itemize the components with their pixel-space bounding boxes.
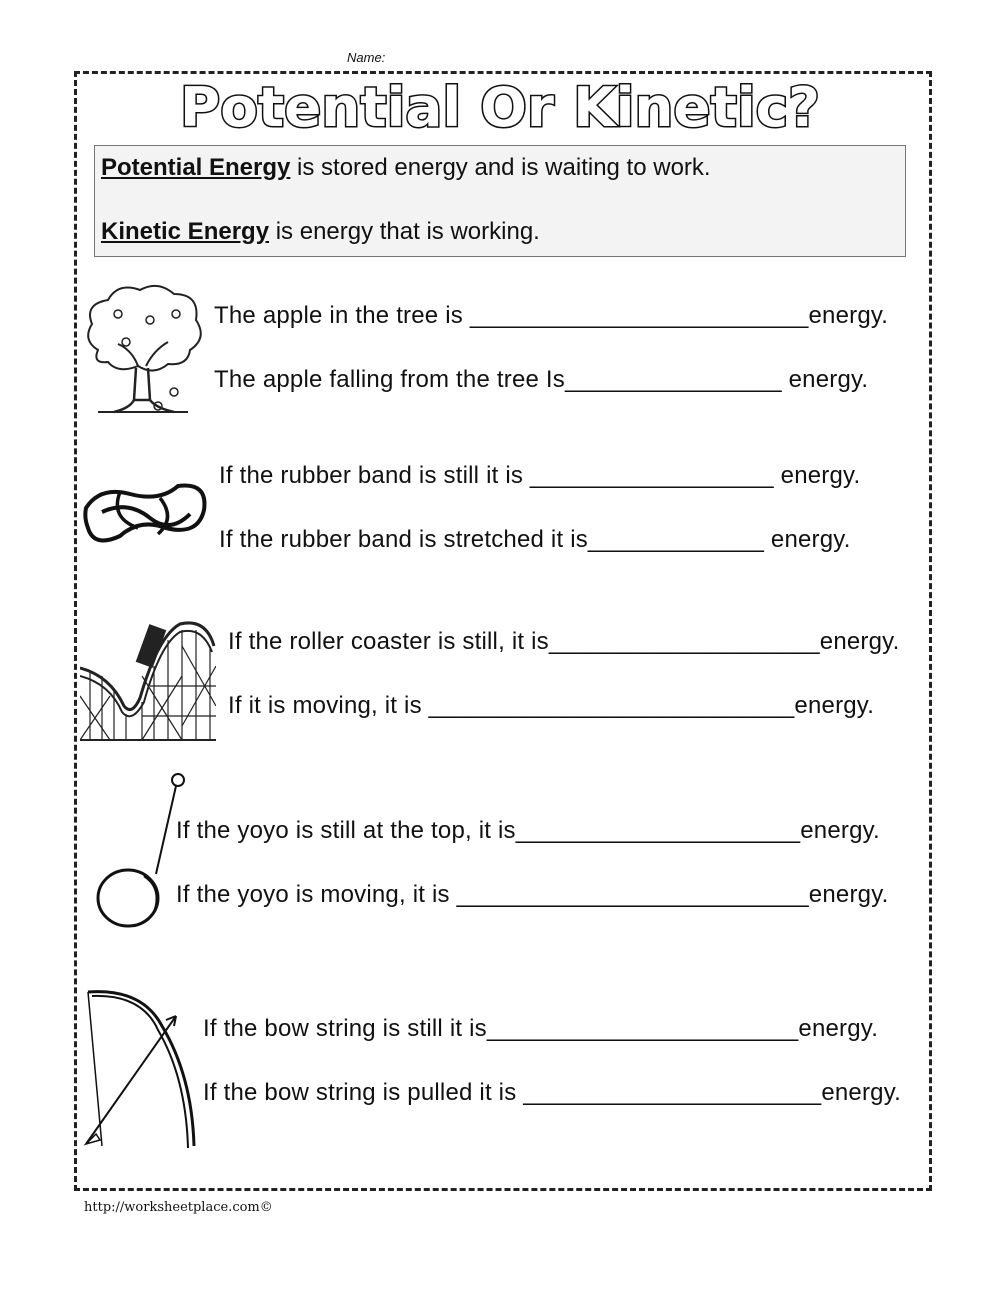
question-roller-coaster-still: If the roller coaster is still, it is____________________energy. — [228, 628, 900, 655]
question-bow-string-pulled: If the bow string is pulled it is ______________________energy. — [203, 1079, 901, 1106]
question-yoyo-moving: If the yoyo is moving, it is __________________________energy. — [176, 881, 889, 908]
question-bow-string-still: If the bow string is still it is_______________________energy. — [203, 1015, 879, 1042]
definition-text: is energy that is working. — [269, 218, 540, 245]
name-label: Name: — [347, 50, 386, 65]
question-apple-falling: The apple falling from the tree Is________________ energy. — [214, 366, 869, 393]
definition-text: is stored energy and is waiting to work. — [290, 154, 711, 181]
roller-coaster-icon — [80, 616, 216, 742]
definitions-box — [94, 145, 906, 257]
question-rubber-band-stretched: If the rubber band is stretched it is_____________ energy. — [219, 526, 851, 553]
svg-text:Potential Or Kinetic?: Potential Or Kinetic? — [180, 76, 820, 138]
definition-term: Potential Energy — [101, 154, 291, 181]
definition-term: Kinetic Energy — [101, 218, 270, 245]
bow-and-arrow-icon — [82, 986, 200, 1154]
apple-tree-icon — [78, 280, 210, 416]
potential-energy-definition — [101, 154, 711, 182]
kinetic-energy-definition — [101, 218, 540, 246]
question-roller-coaster-moving: If it is moving, it is ___________________________energy. — [228, 692, 875, 719]
question-rubber-band-still: If the rubber band is still it is __________________ energy. — [219, 462, 861, 489]
worksheet-title — [160, 76, 840, 138]
footer-url: http://worksheetplace.com© — [84, 1200, 273, 1215]
question-apple-in-tree: The apple in the tree is _________________________energy. — [214, 302, 889, 329]
question-yoyo-still: If the yoyo is still at the top, it is_____________________energy. — [176, 817, 880, 844]
rubber-band-icon — [80, 478, 214, 550]
